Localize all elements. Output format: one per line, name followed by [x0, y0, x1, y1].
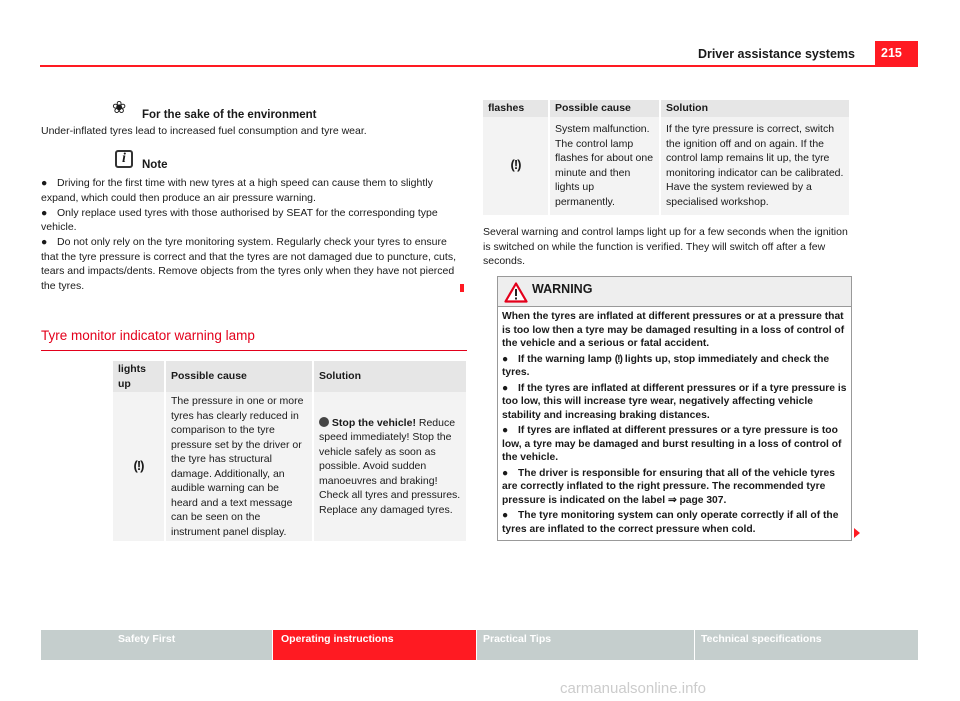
solution-cell — [313, 392, 467, 541]
tyre-pressure-warning-icon: (!) — [510, 156, 521, 172]
warning-item: ● If the tyres are inflated at different pressures or if a tyre pressure is too low, this will increase tyre wear, negatively affecting vehicle stability and increasing braking distances. — [502, 382, 847, 421]
col-header: flashes — [483, 100, 549, 117]
solution-text: Reduce speed immediately! Stop the vehicle safely as soon as possible. Avoid sudden manoeuvres and braking! Check all tyres and pressures. Replace any damaged tyres. — [319, 416, 461, 516]
tyre-pressure-warning-icon: (!) — [133, 457, 144, 473]
tab-practical-tips[interactable]: Practical Tips — [477, 630, 694, 660]
note-item-text: Only replace used tyres with those authorised by SEAT for the corresponding type vehicle. — [41, 206, 438, 233]
col-header: lights up — [113, 361, 165, 392]
warning-item: ● The driver is responsible for ensuring that all of the vehicle tyres are correctly inflated to the right pressure. The recommended tyre pressure is indicated on the label ⇒ page 307. — [502, 467, 836, 506]
page-number: 215 — [875, 41, 918, 67]
warning-intro: When the tyres are inflated at different pressures or at a pressure that is too low then a tyre may be damaged resulting in a loss of control of the vehicle and a serious or fatal accident. — [502, 311, 845, 349]
end-mark — [460, 284, 464, 292]
warning-title: WARNING — [532, 282, 593, 296]
note-item: ● Only replace used tyres with those authorised by SEAT for the corresponding type vehicle. — [41, 206, 438, 233]
flashes-table — [483, 100, 851, 215]
warning-header — [498, 277, 851, 307]
section-title: Tyre monitor indicator warning lamp — [41, 329, 467, 351]
info-paragraph: Several warning and control lamps light up for a few seconds when the ignition is switched on while the function is verified. They will switch off after a few seconds. — [483, 226, 848, 267]
cause-cell: The pressure in one or more tyres has clearly reduced in comparison to the tyre pressure set by the driver or the tyre has structural damage. Additionally, an audible warning can be heard and a text message can be seen on the instrument panel display. — [165, 392, 313, 541]
warning-box — [497, 276, 852, 541]
tab-operating-instructions[interactable]: Operating instructions — [273, 630, 476, 660]
tab-safety-first[interactable]: Safety First — [41, 630, 272, 660]
note-list — [41, 176, 467, 294]
environment-text: Under-inflated tyres lead to increased fuel consumption and tyre wear. — [41, 125, 367, 137]
tab-technical-specifications[interactable]: Technical specifications — [695, 630, 918, 660]
solution-bold: Stop the vehicle! — [331, 416, 416, 429]
tyre-pressure-warning-icon: (!) — [614, 353, 622, 365]
continue-arrow-icon — [854, 528, 860, 538]
environment-title: For the sake of the environment — [142, 109, 317, 121]
note-item: ● Do not only rely on the tyre monitoring system. Regularly check your tyres to ensure that the tyre pressure is correct and that the tyres are not damaged due to puncture, cuts, tears and impacts/dents. Remove objects from the tyres only when they have not pierced the tyres. — [41, 236, 456, 292]
flower-icon: ❀ — [112, 98, 127, 117]
note-item: ● Driving for the first time with new tyres at a high speed can cause them to slightly expand, which could then produce an air pressure warning. — [41, 177, 433, 204]
header-divider — [40, 65, 876, 67]
watermark: carmanualsonline.info — [560, 680, 706, 697]
warning-item: ● If tyres are inflated at different pressures or a tyre pressure is too low, a tyre may be damaged and burst resulting in a loss of control of the vehicle. — [502, 425, 842, 463]
note-title: Note — [142, 159, 168, 171]
lights-up-table — [113, 361, 468, 541]
note-item-text: Driving for the first time with new tyres at a high speed can cause them to slightly expand, which could then produce an air pressure warning. — [41, 177, 433, 204]
info-icon: i — [115, 150, 133, 168]
note-item-text: Do not only rely on the tyre monitoring system. Regularly check your tyres to ensure that the tyre pressure is correct and that the tyres are not damaged due to puncture, cuts, tears and impacts/dents. Remove objects from the tyres only when they have not pierced the tyres. — [41, 236, 456, 292]
warning-item: ● The tyre monitoring system can only operate correctly if all of the tyres are inflated to the correct pressure when cold. — [502, 510, 839, 535]
solution-cell: If the tyre pressure is correct, switch the ignition off and on again. If the control lamp remains lit up, the tyre monitoring indicator can be calibrated. Have the system reviewed by a specialised workshop. — [660, 117, 850, 215]
warning-triangle-icon — [504, 282, 528, 303]
cause-cell: System malfunction. The control lamp flashes for about one minute and then lights up permanently. — [549, 117, 660, 215]
section-header-title: Driver assistance systems — [697, 47, 855, 61]
stop-icon — [319, 417, 329, 427]
col-header: Solution — [660, 100, 850, 117]
col-header: Possible cause — [165, 361, 313, 392]
page-reference-link[interactable]: ⇒ page 307 — [667, 494, 724, 506]
warning-item: ● If the warning lamp (!) lights up, stop immediately and check the tyres. — [502, 353, 830, 378]
col-header: Possible cause — [549, 100, 660, 117]
col-header: Solution — [313, 361, 467, 392]
